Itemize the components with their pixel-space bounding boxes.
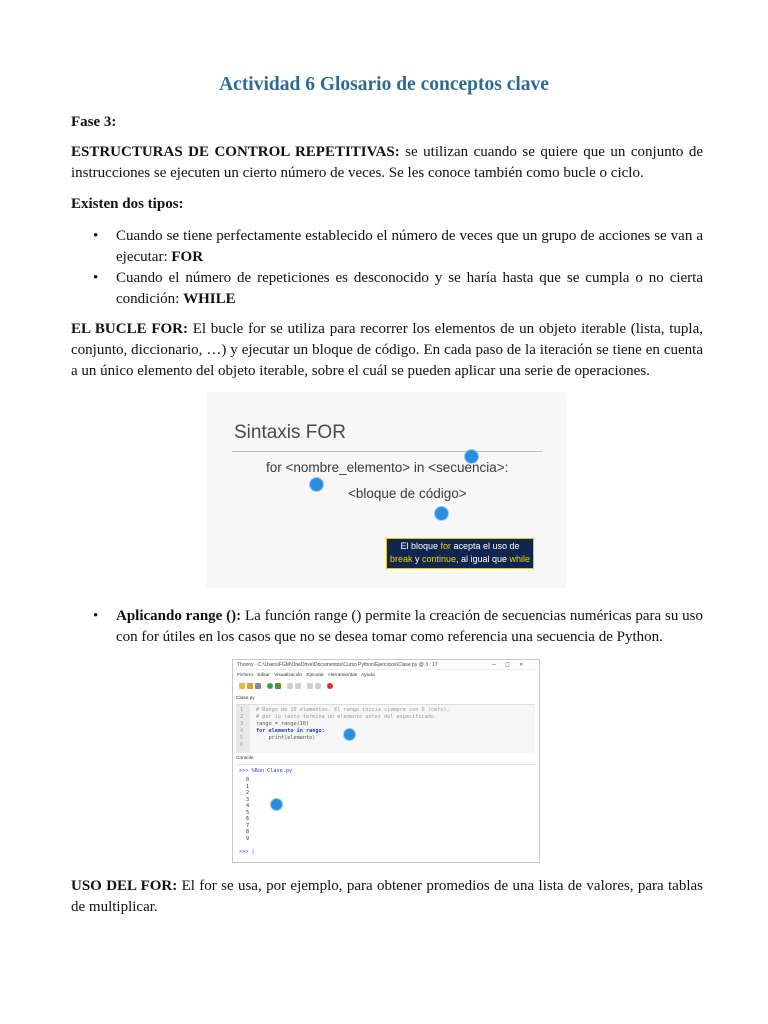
note-text: y (412, 554, 422, 564)
callout-marker-icon (344, 729, 355, 740)
line-number: 5 (240, 735, 244, 741)
line-number: 1 (240, 707, 244, 713)
shell-command: >>> %Run Clase.py (239, 768, 293, 774)
menu-bar: Fichero Editar Visualización Ejecutar Herramientas Ayuda (237, 673, 375, 678)
note-text: , al igual que (456, 554, 510, 564)
line-number: 6 (240, 742, 244, 748)
code-text: print(elemento) (256, 735, 316, 741)
range-term: Aplicando range (): (116, 608, 242, 624)
tipo-keyword: WHILE (183, 291, 236, 307)
shell-prompt: >>> | (239, 849, 255, 855)
bullet-icon: • (93, 270, 99, 286)
page-title: Actividad 6 Glosario de conceptos clave (219, 74, 549, 95)
note-text: El bloque (400, 541, 441, 551)
output-line: 3 (246, 796, 250, 803)
syntax-line-1: for <nombre_elemento> in <secuencia>: (266, 460, 509, 475)
note-keyword: while (509, 554, 531, 564)
step-into-icon (295, 683, 301, 689)
syntax-line-2: <bloque de código> (348, 486, 467, 501)
tipo-keyword: FOR (171, 249, 204, 265)
resume-icon (315, 683, 321, 689)
uso-for-term: USO DEL FOR: (71, 878, 178, 894)
shell-panel (236, 764, 535, 859)
list-item (71, 606, 703, 648)
estructuras-term: ESTRUCTURAS DE CONTROL REPETITIVAS: (71, 144, 400, 160)
output-line: 2 (246, 790, 250, 796)
thonny-screenshot-figure (232, 659, 540, 863)
output-line: 7 (246, 822, 250, 829)
open-file-icon (247, 683, 253, 689)
note-keyword: break (389, 554, 413, 564)
output-line: 8 (246, 829, 250, 835)
shell-tab: Console (236, 756, 254, 761)
bucle-for-term: EL BUCLE FOR: (71, 321, 188, 337)
estructuras-text: se utilizan cuando se quiere que un conjunto de instrucciones se ejecuten un cierto número de veces. Se les conoce también como bucle o ciclo. (71, 144, 704, 181)
range-text: La función range () permite la creación de secuencias numéricas para su uso con for útiles en los casos que no se desea tomar como referencia una secuencia de Python. (116, 608, 703, 645)
bucle-for-text: El bucle for se utiliza para recorrer los elementos de un objeto iterable (lista, tupla, conjunto, diccionario, …) y ejecutar un bloque de código. En cada paso de la iteración se tiene en cuenta a un único elemento del objeto iterable, sobre el cuál se pueden aplicar una serie de operaciones. (71, 321, 703, 379)
code-text: # Rango de 10 elementos. El rango inicia siempre con 0 (cero), (256, 707, 450, 713)
list-item (71, 268, 703, 310)
output-line: 1 (246, 783, 250, 790)
tipo-text: Cuando el número de repeticiones es desconocido y se haría hasta que se cumpla o no cierta condición: (116, 270, 703, 307)
window-controls-icon: –□✕ (492, 661, 533, 668)
window-title: Thonny - C:\Users\FGM\OneDrive\Documentos\Curso Python\Ejercicios\Clase.py @ 3 : 17 (233, 660, 539, 670)
step-out-icon (307, 683, 313, 689)
uso-for-paragraph (71, 876, 703, 918)
sintaxis-for-figure (206, 392, 566, 588)
line-number: 3 (240, 721, 244, 727)
output-line: 6 (246, 816, 250, 822)
list-item (71, 226, 703, 268)
step-over-icon (287, 683, 293, 689)
run-icon (267, 683, 273, 689)
output-line: 5 (246, 809, 250, 816)
code-text: for elemento in rango: (256, 728, 325, 734)
output-line: 9 (246, 835, 250, 842)
callout-marker-icon (435, 507, 448, 520)
phase-label: Fase 3: (71, 114, 117, 130)
tipos-list (71, 226, 703, 310)
output-line: 0 (246, 777, 250, 783)
tipo-text: Cuando se tiene perfectamente establecido el número de veces que un grupo de acciones se van a ejecutar: (116, 228, 703, 265)
figure-divider (232, 451, 542, 452)
figure-note (386, 538, 534, 569)
bullet-icon: • (93, 608, 99, 624)
range-list (71, 606, 703, 648)
toolbar (237, 681, 347, 691)
line-number: 4 (240, 728, 244, 734)
save-icon (255, 683, 261, 689)
bucle-for-paragraph (71, 319, 703, 382)
bullet-icon: • (93, 228, 99, 244)
note-text: acepta el uso de (450, 541, 520, 551)
stop-icon (327, 683, 333, 689)
debug-icon (275, 683, 281, 689)
editor-tab: Clase.py (236, 696, 255, 701)
note-keyword: continue (421, 554, 456, 564)
estructuras-paragraph (71, 142, 703, 184)
code-editor (236, 704, 535, 753)
line-number: 2 (240, 714, 244, 720)
callout-marker-icon (271, 799, 282, 810)
figure-title: Sintaxis FOR (234, 422, 346, 443)
note-keyword: for (440, 541, 451, 551)
code-text: # por lo tanto termina un elemento antes del especificado (256, 714, 435, 720)
output-line: 4 (246, 803, 250, 809)
code-text: rango = range(10) (256, 721, 310, 727)
new-file-icon (239, 683, 245, 689)
shell-output (246, 777, 249, 842)
uso-for-text: El for se usa, por ejemplo, para obtener promedios de una lista de valores, para tablas de multiplicar. (71, 878, 704, 915)
callout-marker-icon (310, 478, 323, 491)
tipos-heading: Existen dos tipos: (71, 196, 184, 212)
